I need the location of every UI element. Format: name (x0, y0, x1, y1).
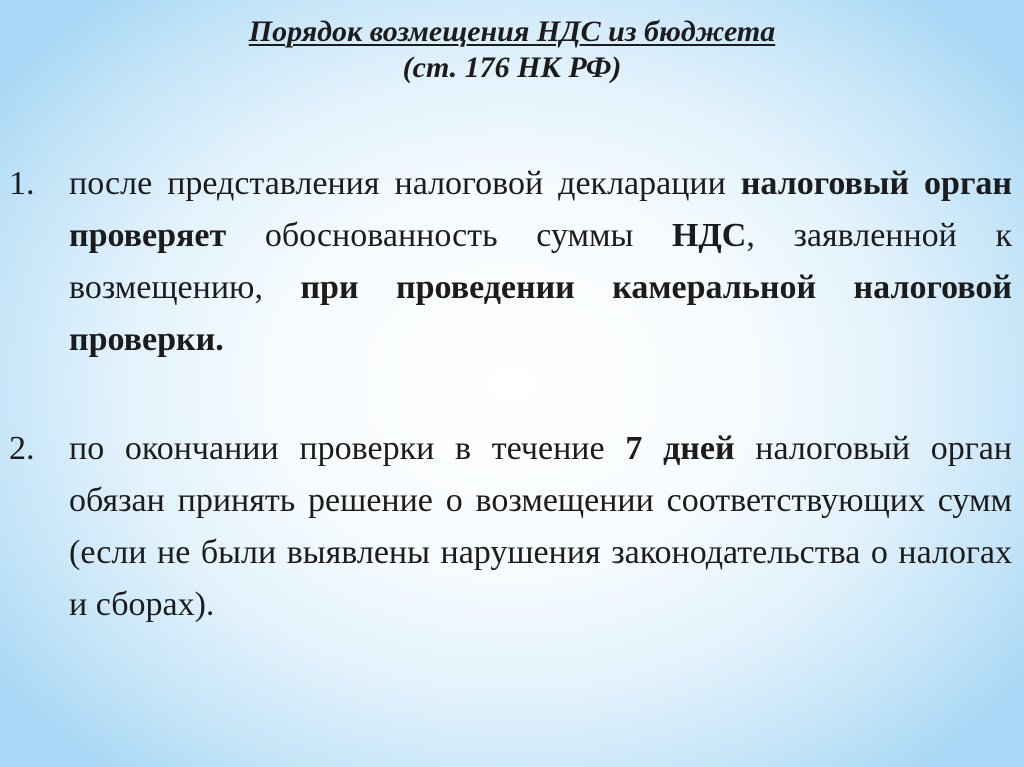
text-fragment: после представления налоговой декларации (69, 165, 741, 202)
numbered-list (0, 158, 1024, 688)
list-item-number: 1. (9, 165, 35, 202)
list-item-1 (0, 158, 1024, 366)
text-fragment: обоснованность суммы (226, 217, 672, 254)
list-item-text (69, 423, 1012, 631)
title-line-1: Порядок возмещения НДС из бюджета (248, 15, 776, 48)
list-item-text (69, 158, 1012, 366)
bold-fragment: 7 дней (625, 430, 735, 467)
title-line-2: (ст. 176 НК РФ) (402, 51, 622, 84)
list-item-number: 2. (9, 430, 35, 467)
text-fragment: по окончании проверки в течение (69, 430, 626, 467)
list-item-2 (0, 423, 1024, 631)
text-fragment: налоговый орган обязан принять решение о возмещении соответствующих сумм (если не были выявлены нарушения законодательства о налогах и сборах). (69, 430, 1012, 623)
text-fragment: , заявленной к возмещению, (69, 217, 1012, 306)
bold-fragment: налоговый орган проверяет (69, 165, 1012, 254)
slide-title (0, 14, 1024, 86)
bold-fragment: НДС (671, 217, 747, 254)
bold-fragment: при проведении камеральной налоговой проверки. (69, 269, 1012, 358)
